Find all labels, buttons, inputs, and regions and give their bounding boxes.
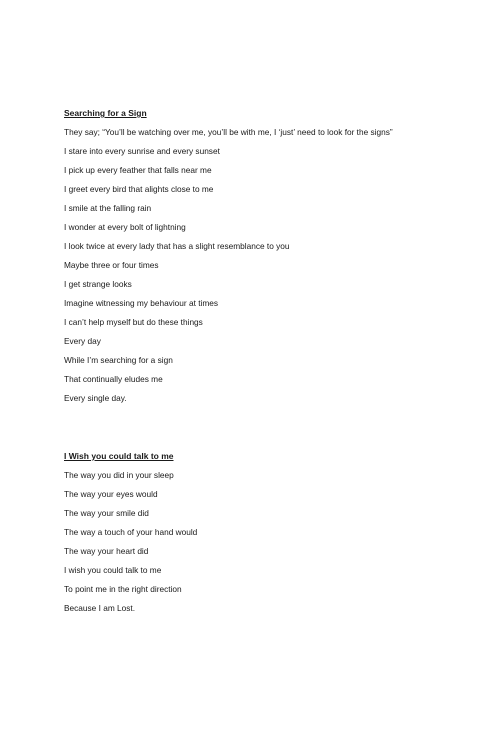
- poem-line: The way your heart did: [64, 546, 149, 556]
- poem-line: I can’t help myself but do these things: [64, 317, 203, 327]
- poem-line: I stare into every sunrise and every sunset: [64, 146, 220, 156]
- poem-line: I greet every bird that alights close to me: [64, 184, 214, 194]
- poem-line: They say; “You’ll be watching over me, you’ll be with me, I ‘just’ need to look for the signs”: [64, 127, 393, 137]
- poem-line: I smile at the falling rain: [64, 203, 152, 213]
- poem-title: I Wish you could talk to me: [64, 451, 174, 461]
- poem-line: While I’m searching for a sign: [64, 355, 173, 365]
- poem-i-wish-you-could-talk-to-me: [64, 451, 464, 622]
- poem-line: I look twice at every lady that has a slight resemblance to you: [64, 241, 290, 251]
- poem-line: Maybe three or four times: [64, 260, 159, 270]
- poem-line: Every single day.: [64, 393, 127, 403]
- poem-line: The way you did in your sleep: [64, 470, 174, 480]
- poem-line: I pick up every feather that falls near me: [64, 165, 212, 175]
- poem-line: Every day: [64, 336, 101, 346]
- poem-line: The way your eyes would: [64, 489, 158, 499]
- poem-searching-for-a-sign: [64, 108, 464, 412]
- poem-line: I get strange looks: [64, 279, 132, 289]
- poem-title: Searching for a Sign: [64, 108, 147, 118]
- poem-line: To point me in the right direction: [64, 584, 182, 594]
- poem-line: I wonder at every bolt of lightning: [64, 222, 186, 232]
- poem-line: The way a touch of your hand would: [64, 527, 198, 537]
- poem-line: I wish you could talk to me: [64, 565, 162, 575]
- poem-line: Because I am Lost.: [64, 603, 136, 613]
- poem-line: That continually eludes me: [64, 374, 163, 384]
- poem-line: The way your smile did: [64, 508, 149, 518]
- poem-line: Imagine witnessing my behaviour at times: [64, 298, 219, 308]
